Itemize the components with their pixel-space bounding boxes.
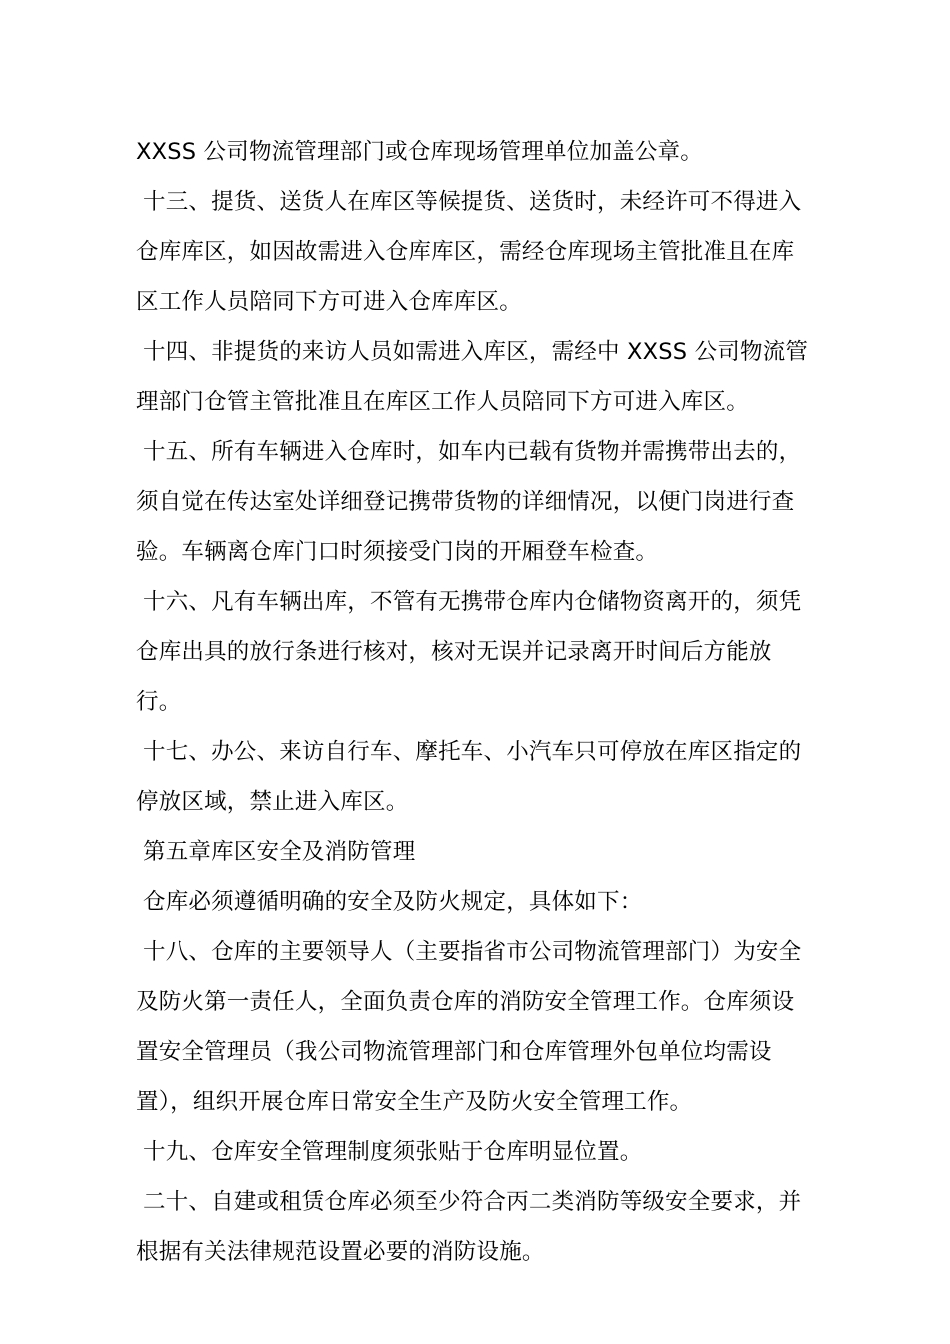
paragraph-article-14: 十四、非提货的来访人员如需进入库区，需经中 XXSS 公司物流管理部门仓管主管批准且在库区工作人员陪同下方可进入库区。 <box>136 339 809 415</box>
chapter-intro: 仓库必须遵循明确的安全及防火规定，具体如下： <box>143 889 643 915</box>
paragraph-article-19: 十九、仓库安全管理制度须张贴于仓库明显位置。 <box>143 1139 643 1165</box>
paragraph-article-15: 十五、所有车辆进入仓库时，如车内已载有货物并需携带出去的，须自觉在传达室处详细登记携带货物的详细情况，以便门岗进行查验。车辆离仓库门口时须接受门岗的开厢登车检查。 <box>136 439 802 565</box>
paragraph-article-13: 十三、提货、送货人在库区等候提货、送货时，未经许可不得进入仓库库区，如因故需进入仓库库区，需经仓库现场主管批准且在库区工作人员陪同下方可进入仓库库区。 <box>136 189 802 315</box>
paragraph-article-20: 二十、自建或租赁仓库必须至少符合丙二类消防等级安全要求，并根据有关法律规范设置必要的消防设施。 <box>136 1189 802 1265</box>
paragraph-article-17: 十七、办公、来访自行车、摩托车、小汽车只可停放在库区指定的停放区域，禁止进入库区。 <box>136 739 802 815</box>
chapter-heading: 第五章库区安全及消防管理 <box>143 839 416 865</box>
paragraph-continuation: XXSS 公司物流管理部门或仓库现场管理单位加盖公章。 <box>136 139 703 165</box>
document-body <box>136 127 816 1277</box>
paragraph-article-18: 十八、仓库的主要领导人（主要指省市公司物流管理部门）为安全及防火第一责任人，全面负责仓库的消防安全管理工作。仓库须设置安全管理员（我公司物流管理部门和仓库管理外包单位均需设置），组织开展仓库日常安全生产及防火安全管理工作。 <box>136 939 802 1115</box>
paragraph-article-16: 十六、凡有车辆出库，不管有无携带仓库内仓储物资离开的，须凭仓库出具的放行条进行核对，核对无误并记录离开时间后方能放行。 <box>136 589 802 715</box>
